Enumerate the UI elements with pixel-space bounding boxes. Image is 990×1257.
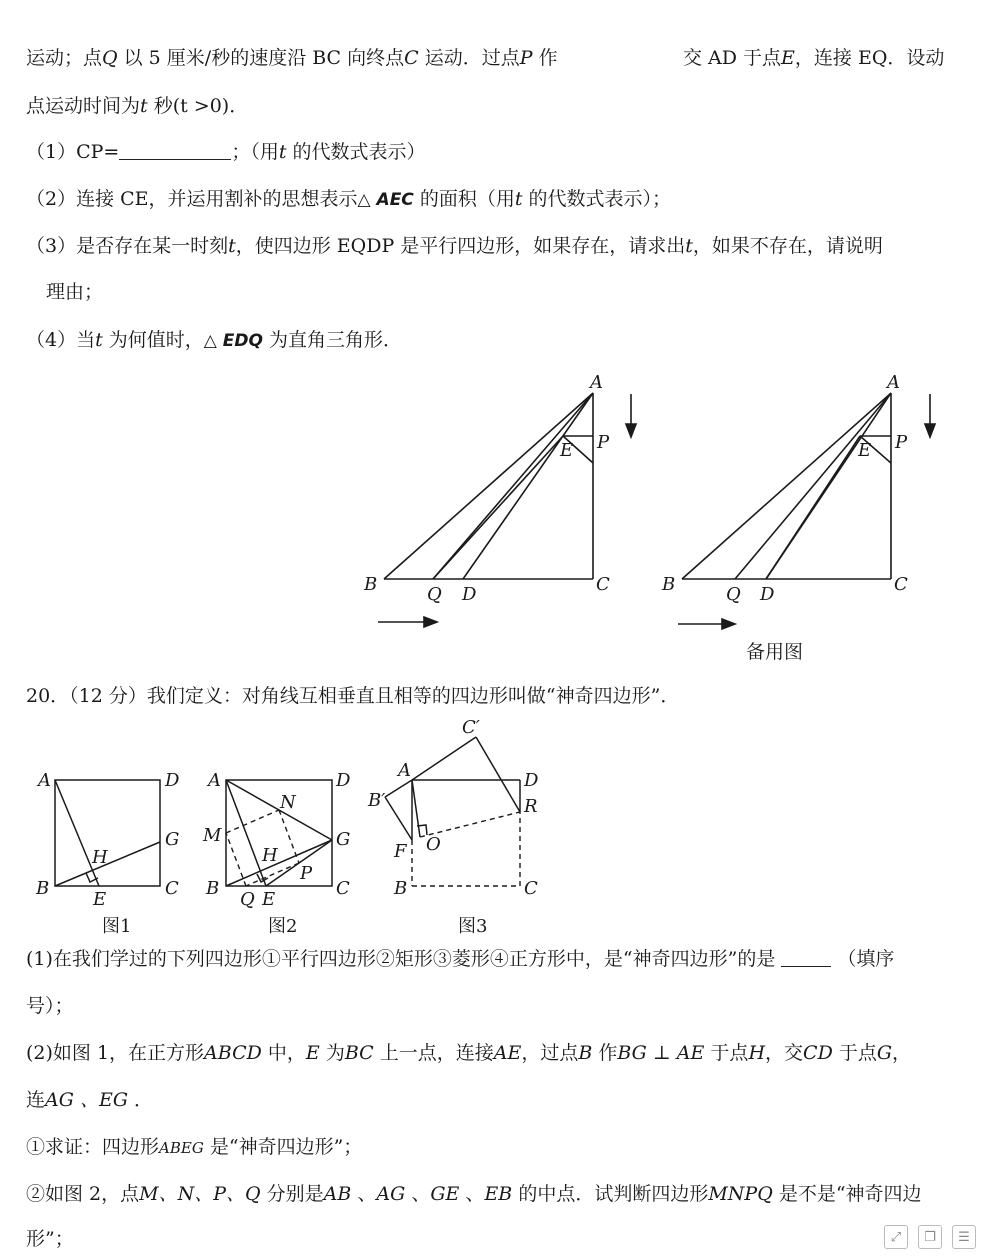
label-B: B (662, 574, 676, 595)
label-A: A (887, 372, 900, 393)
part-1-cont: 号）； (26, 995, 74, 1017)
problem19-line2: 点运动时间为t 秒(t >0)． (26, 95, 249, 117)
fig1-label-D: D (165, 770, 180, 791)
question-3-cont: 理由； (46, 281, 104, 303)
fig1-label-B: B (36, 878, 50, 899)
fig2-label-E: E (262, 889, 276, 910)
viewer-toolbar (884, 1225, 976, 1249)
label-A: A (590, 372, 603, 393)
label-D: D (760, 584, 775, 605)
label-D: D (462, 584, 477, 605)
fig3-label-B: B (394, 878, 408, 899)
fig2-label-G: G (336, 829, 351, 850)
fig1-label-C: C (165, 878, 179, 899)
fig2-label-C: C (336, 878, 350, 899)
fig2-label-P: P (300, 863, 313, 884)
subpart-1: ①求证：四边形ABEG 是“神奇四边形”； (26, 1136, 363, 1158)
fig3-label-Bp: B′ (368, 790, 386, 811)
fig3-label-C: C (524, 878, 538, 899)
question-1: （1）CP= ；（用t 的代数式表示） (26, 141, 426, 163)
fig2-label-M: M (203, 825, 222, 846)
label-P: P (895, 432, 908, 453)
fullscreen-icon[interactable]: ⤢ (884, 1225, 908, 1249)
label-Q: Q (427, 584, 442, 605)
fig3-label-O: O (426, 834, 441, 855)
problem19-line1-end: 交 AD 于点E，连接 EQ．设动 (683, 47, 945, 69)
menu-icon[interactable]: ☰ (952, 1225, 976, 1249)
label-Q: Q (726, 584, 741, 605)
question-4: （4）当t 为何值时，△ EDQ 为直角三角形． (26, 329, 402, 351)
fig3-caption: 图3 (458, 916, 488, 937)
fig3-label-A: A (398, 760, 411, 781)
fig1-label-G: G (165, 829, 180, 850)
fig1-label-E: E (93, 889, 107, 910)
label-P: P (597, 432, 610, 453)
label-C: C (894, 574, 908, 595)
fig2-label-Q: Q (240, 889, 255, 910)
fig3-label-Cp: C′ (462, 717, 480, 738)
fig2-label-H: H (262, 845, 278, 866)
fig3-label-F: F (394, 841, 407, 862)
copy-icon[interactable]: ❐ (918, 1225, 942, 1249)
fig2-label-B: B (206, 878, 220, 899)
subpart-2-cont: 形”； (26, 1228, 74, 1250)
label-E: E (858, 440, 872, 461)
part-2: (2)如图 1，在正方形ABCD 中，E 为BC 上一点，连接AE，过点B 作BG ⊥ AE 于点H，交CD 于点G， (26, 1042, 912, 1064)
fig3-label-D: D (524, 770, 539, 791)
fig1-label-H: H (92, 847, 108, 868)
fig1-label-A: A (38, 770, 51, 791)
fig3-label-R: R (524, 796, 538, 817)
label-E: E (560, 440, 574, 461)
question-2: （2）连接 CE，并运用割补的思想表示△ AEC 的面积（用t 的代数式表示）； (26, 188, 672, 210)
part-1: (1)在我们学过的下列四边形①平行四边形②矩形③菱形④正方形中，是“神奇四边形”的是 （填序 (26, 948, 895, 970)
label-B: B (364, 574, 378, 595)
fig2-label-A: A (208, 770, 221, 791)
problem19-line1: 运动；点Q 以 5 厘米/秒的速度沿 BC 向终点C 运动．过点P 作 (26, 47, 558, 69)
problem20-title: 20．（12 分）我们定义：对角线互相垂直且相等的四边形叫做“神奇四边形”． (26, 685, 680, 707)
question-3: （3）是否存在某一时刻t，使四边形 EQDP 是平行四边形，如果存在，请求出t，如果不存在，请说明 (26, 235, 883, 257)
fig1-caption: 图1 (102, 916, 132, 937)
answer-blank[interactable] (781, 948, 831, 967)
fig2-caption: 图2 (268, 916, 298, 937)
fig2-label-D: D (336, 770, 351, 791)
part-2-cont: 连AG 、EG ． (26, 1089, 154, 1111)
fig2-label-N: N (280, 792, 296, 813)
label-C: C (596, 574, 610, 595)
subpart-2: ②如图 2，点M、N、P、Q 分别是AB 、AG 、GE 、EB 的中点．试判断四边形MNPQ 是不是“神奇四边 (26, 1183, 922, 1205)
backup-caption: 备用图 (746, 641, 804, 663)
